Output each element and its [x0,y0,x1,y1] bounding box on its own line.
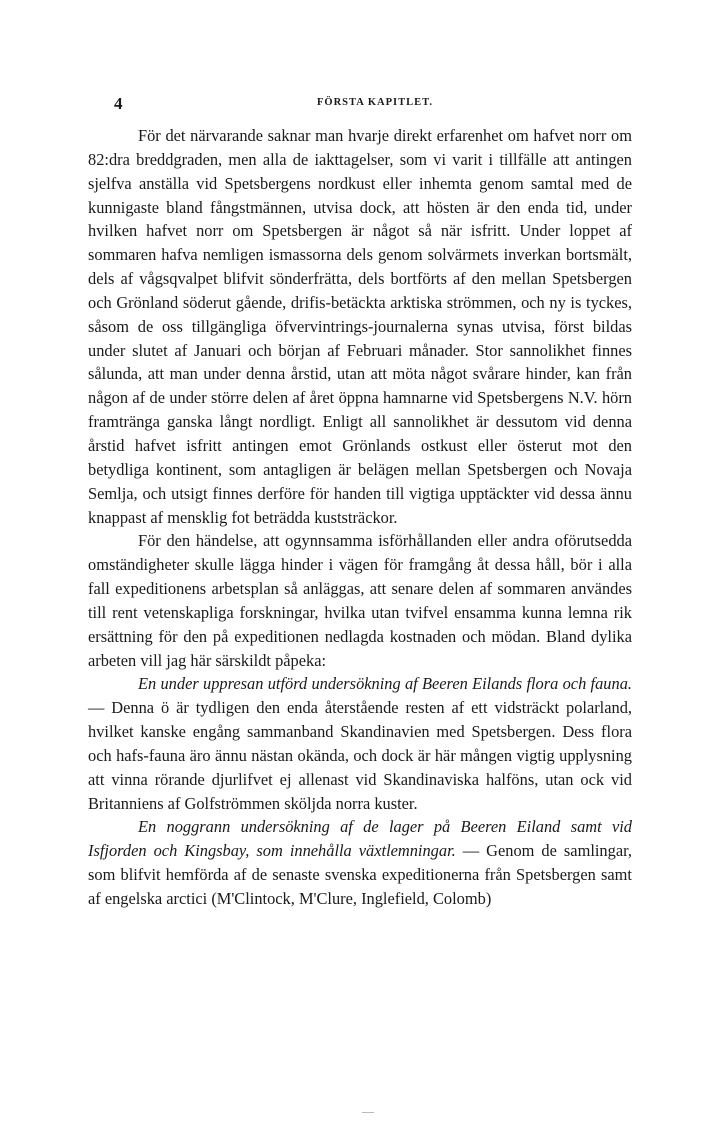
paragraph-text: För den händelse, att ogynnsamma isförhållanden eller andra oförutsedda omständigheter skulle lägga hinder i vägen för framgång åt dessa håll, bör i alla fall expeditionens arbetsplan så anläggas, att senare delen af sommaren användes till rent vetenskapliga forskningar, hvilka utan tvifvel ensamma kunna lemna rik ersättning för den på expeditionen nedlagda kostnaden och mödan. Bland dylika arbeten vill jag här särskildt påpeka: [88,531,632,670]
page-number: 4 [114,94,123,113]
paragraph-3 [88,672,632,815]
paragraph-2 [88,529,632,672]
paragraph-text: — Denna ö är tydligen den enda återstående resten af ett vidsträckt polarland, hvilket kanske engång sammanband Skandinavien med Spetsbergen. Dess flora och hafs-fauna äro ännu nästan okända, och dock är här mången vigtig upplysning att vinna rörande djurlifvet ej allenast vid Skandinaviska halföns, utan ock vid Britanniens af Golfströmmen sköljda norra kuster. [88,698,632,813]
page-body [88,94,632,911]
paragraph-heading-italic: En noggrann undersökning af de lager på Beeren Eiland samt vid Isfjorden och Kingsbay, som innehålla växtlemningar. [88,817,632,861]
running-head: FÖRSTA KAPITLET. [317,97,433,108]
paragraph-text: För det närvarande saknar man hvarje direkt erfarenhet om hafvet norr om 82:dra breddgraden, men alla de iakttagelser, som vi varit i tillfälle att antingen sjelfva anställa vid Spetsbergens nordkust eller inhemta genom samtal med de kunnigaste bland fångstmännen, utvisa dock, att hösten är den enda tid, under hvilken hafvet norr om Spetsbergen är något så när isfritt. Under loppet af sommaren hafva nemligen ismassorna dels genom solvärmets inverkan bortsmält, dels af vågsqvalpet blifvit sönderfrätta, dels bortförts af den mellan Spetsbergen och Grönland söderut gående, drifis-betäckta arktiska strömmen, och ny is tyckes, såsom de oss tillgängliga öfvervintrings-journalerna synas utvisa, först bildas under slutet af Januari och början af Februari månader. Stor sannolikhet finnes sålunda, att man under denna årstid, utan att möta något svårare hinder, kan från någon af de under större delen af året öppna hamnarne vid Spetsbergens N.V. hörn framtränga ganska långt nordligt. Enligt all sannolikhet är dessutom vid denna årstid hafvet isfritt antingen emot Grönlands ostkust eller österut mot den betydliga kontinent, som antagligen är belägen mellan Spetsbergen och Novaja Semlja, och utsigt finnes derföre för handen till vigtiga upptäckter vid dessa ännu knappast af mensklig fot beträdda kuststräckor. [88,126,632,527]
footer-mark [362,1112,374,1113]
page-header [88,94,632,116]
paragraph-heading-italic: En under uppresan utförd undersökning af Beeren Eilands flora och fauna. [138,674,632,694]
paragraph-text: — Genom de samlingar, som blifvit hemförda af de senaste svenska expeditionerna från Spetsbergen samt af engelska arctici (M'Clintock, M'Clure, Inglefield, Colomb) [88,841,632,908]
paragraph-1 [88,124,632,529]
paragraph-4 [88,815,632,910]
